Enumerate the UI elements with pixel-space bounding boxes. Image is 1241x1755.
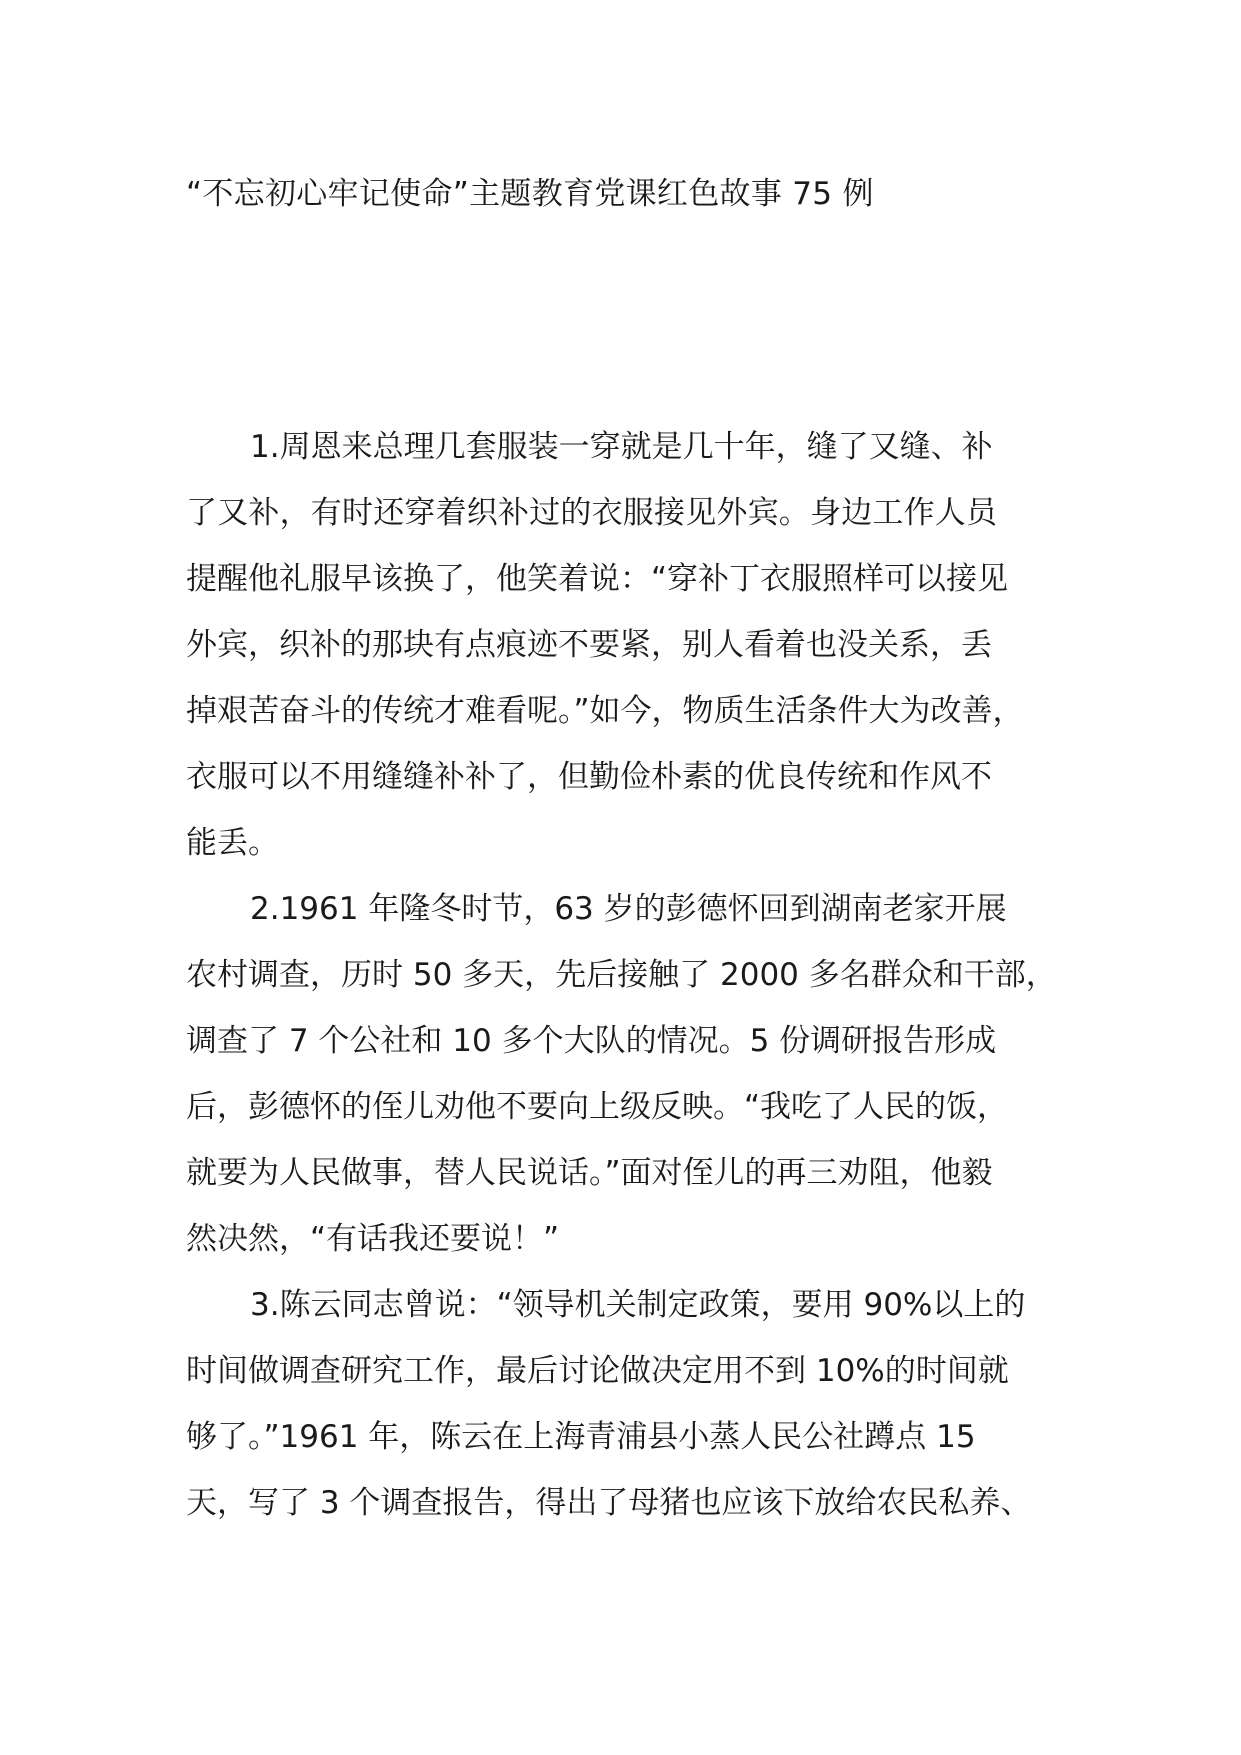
paragraph-line: 提醒他礼服早该换了，他笑着说：“穿补丁衣服照样可以接见 bbox=[186, 561, 1009, 597]
paragraph-line: 农村调查，历时 50 多天，先后接触了 2000 多名群众和干部， bbox=[186, 957, 1057, 993]
paragraph-line: 了又补，有时还穿着织补过的衣服接见外宾。身边工作人员 bbox=[186, 495, 998, 531]
paragraph-line: 外宾，织补的那块有点痕迹不要紧，别人看着也没关系，丢 bbox=[186, 627, 992, 663]
paragraph-line: 掉艰苦奋斗的传统才难看呢。”如今，物质生活条件大为改善， bbox=[186, 693, 1024, 729]
paragraph-line: 天，写了 3 个调查报告，得出了母猪也应该下放给农民私养、 bbox=[186, 1485, 1032, 1521]
paragraph-line: 后，彭德怀的侄儿劝他不要向上级反映。“我吃了人民的饭， bbox=[186, 1089, 1009, 1125]
paragraph-line: 够了。”1961 年，陈云在上海青浦县小蒸人民公社蹲点 15 bbox=[186, 1419, 976, 1455]
paragraph-line: 2.1961 年隆冬时节，63 岁的彭德怀回到湖南老家开展 bbox=[250, 891, 1007, 927]
paragraph-line: 然决然，“有话我还要说！” bbox=[186, 1221, 560, 1257]
paragraph-line: 就要为人民做事，替人民说话。”面对侄儿的再三劝阻，他毅 bbox=[186, 1155, 993, 1191]
paragraph-line: 衣服可以不用缝缝补补了，但勤俭朴素的优良传统和作风不 bbox=[186, 759, 992, 795]
paragraph-line: 调查了 7 个公社和 10 多个大队的情况。5 份调研报告形成 bbox=[186, 1023, 997, 1059]
paragraph-line: 时间做调查研究工作，最后讨论做决定用不到 10%的时间就 bbox=[186, 1353, 1009, 1389]
paragraph-line: 能丢。 bbox=[186, 825, 279, 861]
paragraph-line: 1.周恩来总理几套服装一穿就是几十年，缝了又缝、补 bbox=[250, 429, 993, 465]
paragraph-line: 3.陈云同志曾说：“领导机关制定政策，要用 90%以上的 bbox=[250, 1287, 1026, 1323]
document-title: “不忘初心牢记使命”主题教育党课红色故事 75 例 bbox=[186, 176, 874, 212]
